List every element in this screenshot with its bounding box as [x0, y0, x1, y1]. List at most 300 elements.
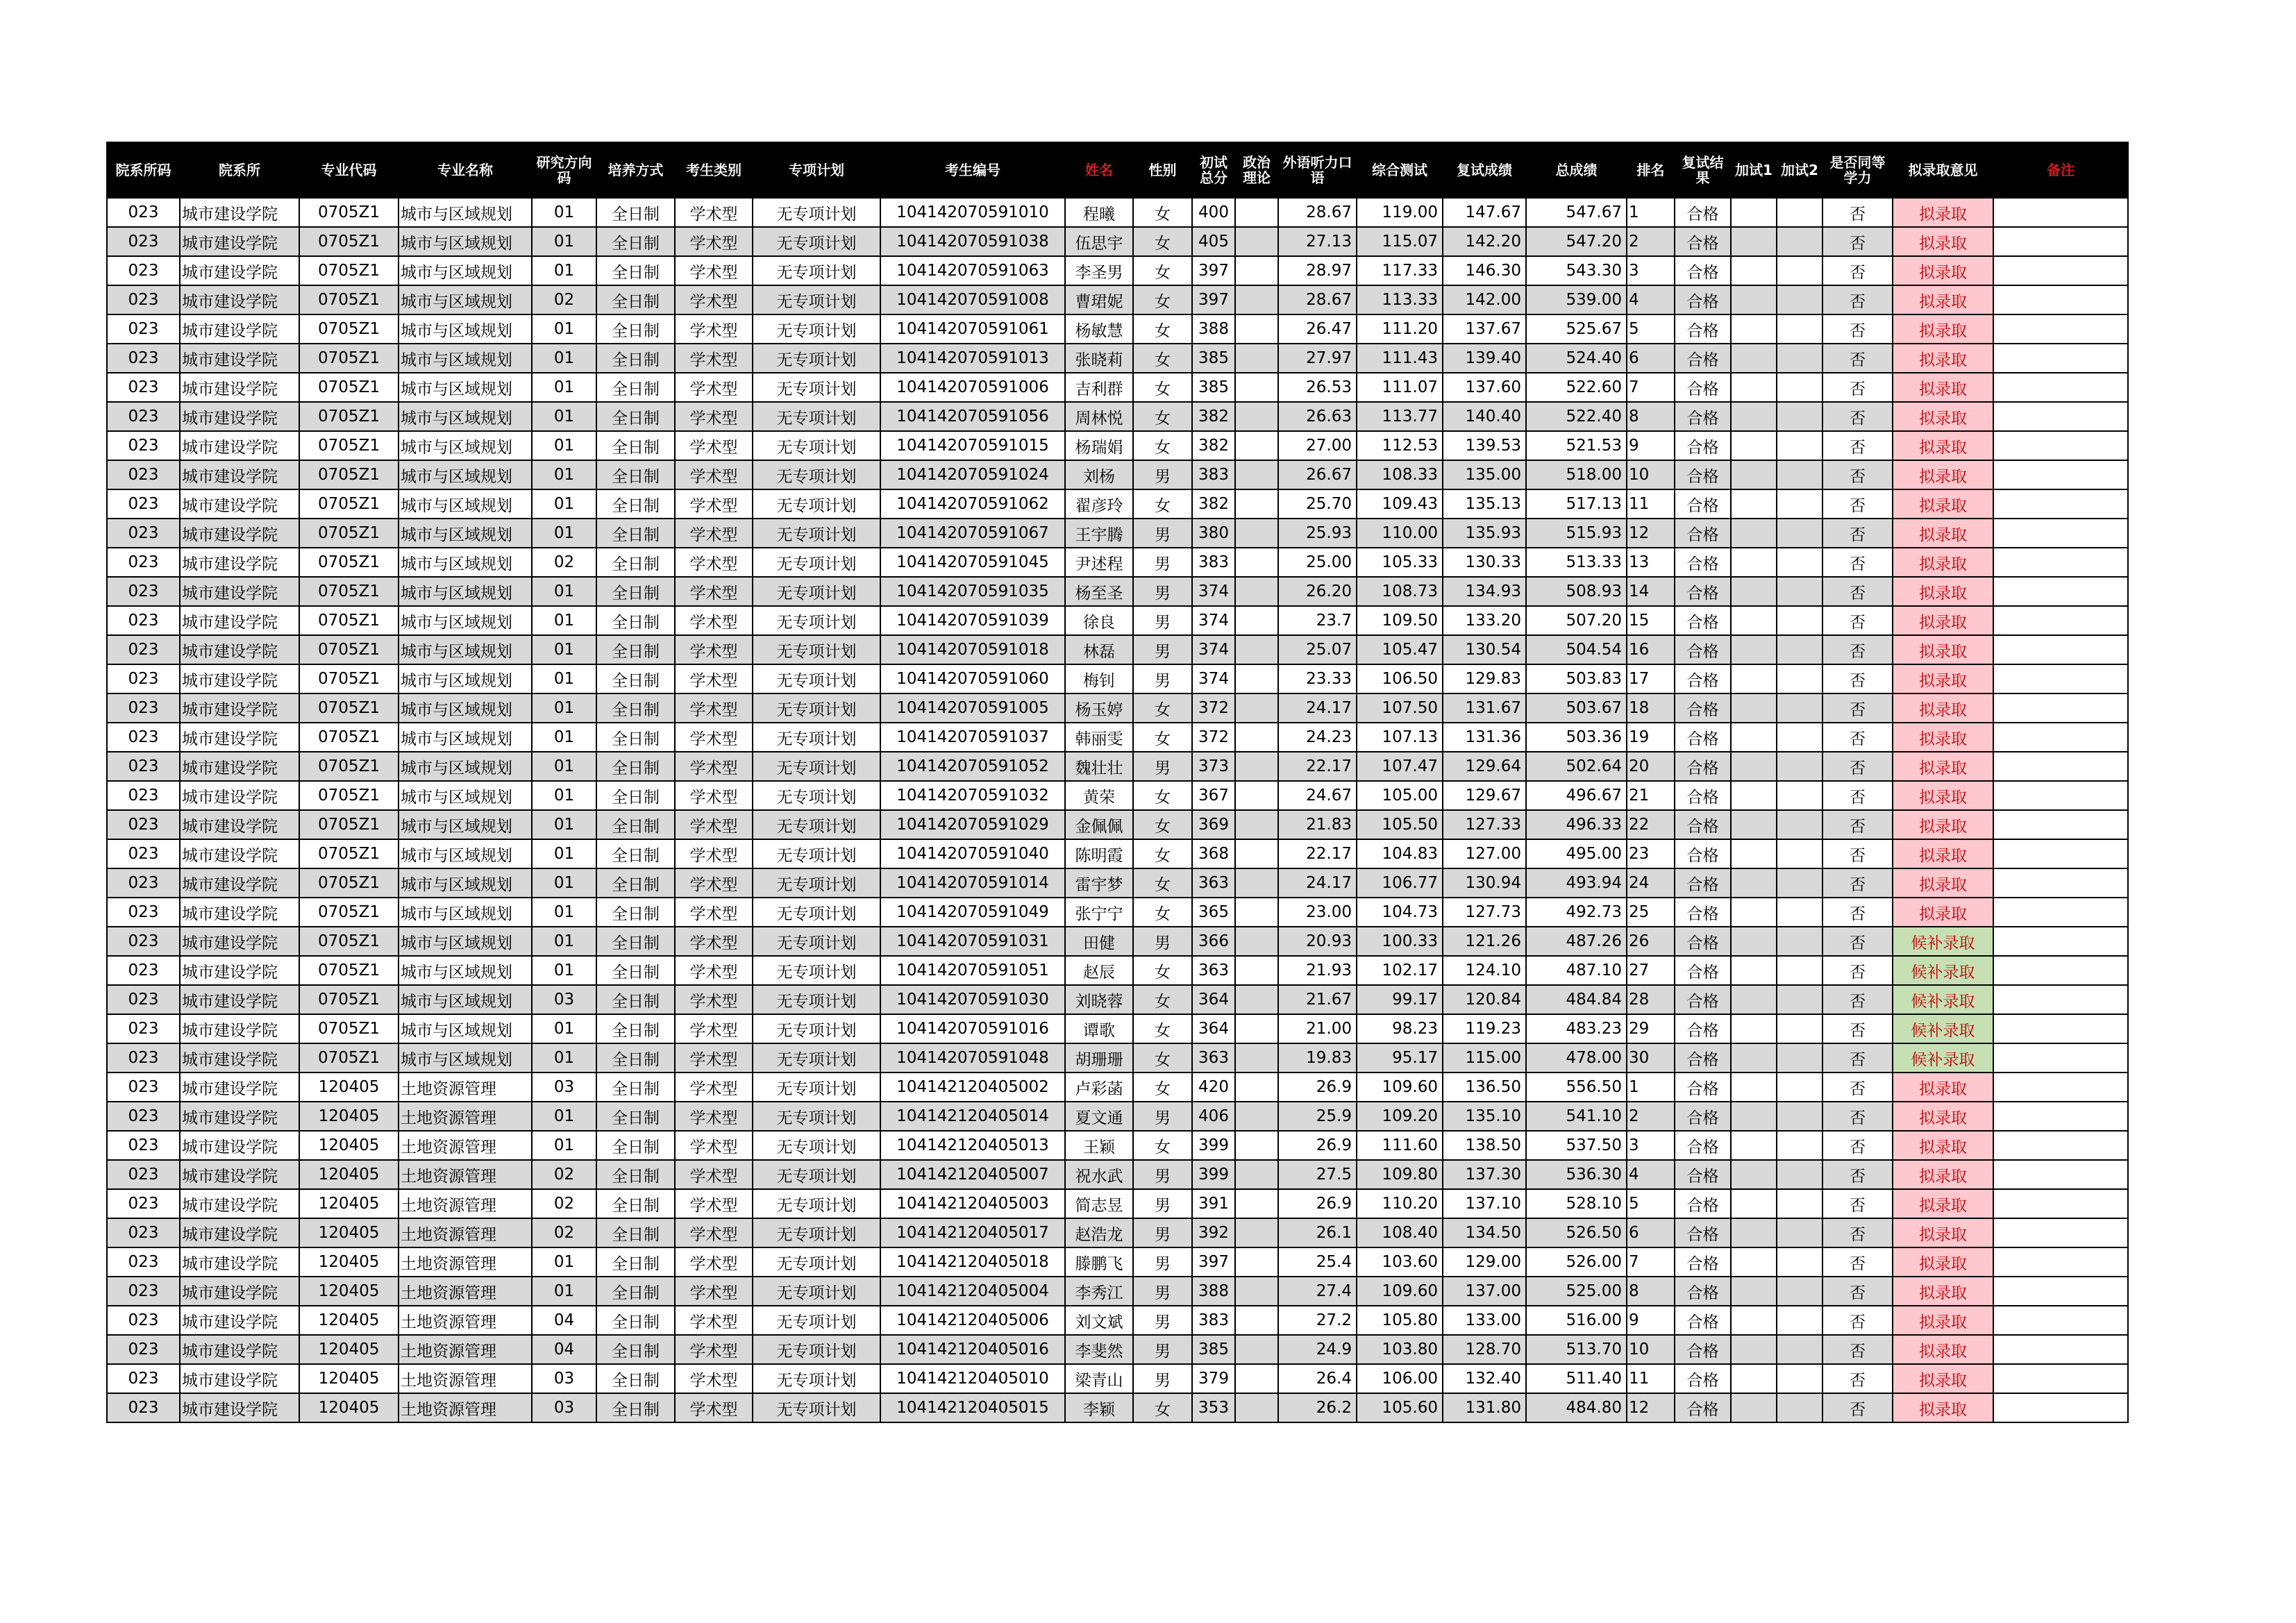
cell-exam-no: 104142070591010 [880, 198, 1065, 227]
cell-equivalent: 否 [1822, 1073, 1893, 1102]
cell-gender: 女 [1133, 956, 1192, 985]
cell-remark [1993, 693, 2128, 723]
cell-remark [1993, 723, 2128, 752]
cell-category: 学术型 [675, 606, 753, 635]
cell-major-code: 120405 [299, 1160, 399, 1189]
cell-major-name: 城市与区域规划 [399, 548, 532, 577]
header-extra2: 加试2 [1777, 142, 1822, 198]
cell-direction: 01 [532, 1131, 596, 1160]
cell-category: 学术型 [675, 868, 753, 898]
cell-rank: 7 [1627, 1247, 1675, 1277]
cell-category: 学术型 [675, 810, 753, 839]
cell-politics [1235, 285, 1278, 314]
cell-mode: 全日制 [596, 1014, 675, 1043]
cell-remark [1993, 606, 2128, 635]
cell-extra2 [1777, 489, 1822, 519]
cell-major-code: 0705Z1 [299, 402, 399, 431]
cell-extra2 [1777, 781, 1822, 810]
cell-listening: 25.00 [1278, 548, 1357, 577]
cell-politics [1235, 1393, 1278, 1422]
cell-gender: 男 [1133, 1277, 1192, 1306]
cell-opinion: 拟录取 [1893, 810, 1993, 839]
cell-exam-no: 104142120405015 [880, 1393, 1065, 1422]
cell-total: 511.40 [1526, 1364, 1627, 1393]
cell-major-name: 城市与区域规划 [399, 810, 532, 839]
cell-extra1 [1731, 1218, 1777, 1247]
cell-extra2 [1777, 344, 1822, 373]
header-major-code: 专业代码 [299, 142, 399, 198]
cell-plan: 无专项计划 [753, 927, 880, 956]
header-gender: 性别 [1133, 142, 1192, 198]
cell-extra1 [1731, 577, 1777, 606]
cell-equivalent: 否 [1822, 606, 1893, 635]
cell-total: 536.30 [1526, 1160, 1627, 1189]
cell-listening: 25.07 [1278, 635, 1357, 664]
cell-rank: 15 [1627, 606, 1675, 635]
cell-exam-no: 104142120405003 [880, 1189, 1065, 1218]
cell-extra2 [1777, 752, 1822, 781]
cell-extra2 [1777, 373, 1822, 402]
cell-politics [1235, 519, 1278, 548]
cell-gender: 男 [1133, 606, 1192, 635]
cell-extra2 [1777, 839, 1822, 868]
cell-listening: 25.4 [1278, 1247, 1357, 1277]
cell-total: 521.53 [1526, 431, 1627, 460]
cell-extra2 [1777, 898, 1822, 927]
cell-politics [1235, 489, 1278, 519]
table-row [107, 1014, 2128, 1043]
cell-mode: 全日制 [596, 1131, 675, 1160]
cell-dept: 城市建设学院 [180, 519, 299, 548]
table-row [107, 519, 2128, 548]
cell-listening: 28.97 [1278, 256, 1357, 285]
cell-category: 学术型 [675, 519, 753, 548]
cell-initial-total: 364 [1192, 985, 1235, 1014]
cell-equivalent: 否 [1822, 402, 1893, 431]
cell-major-name: 城市与区域规划 [399, 256, 532, 285]
cell-comprehensive: 109.60 [1357, 1277, 1443, 1306]
cell-mode: 全日制 [596, 956, 675, 985]
cell-name: 翟彦玲 [1065, 489, 1133, 519]
cell-mode: 全日制 [596, 810, 675, 839]
cell-initial-total: 399 [1192, 1160, 1235, 1189]
cell-major-code: 0705Z1 [299, 519, 399, 548]
cell-rank: 4 [1627, 285, 1675, 314]
cell-direction: 04 [532, 1335, 596, 1364]
cell-retest-score: 137.60 [1443, 373, 1526, 402]
cell-retest-result: 合格 [1675, 781, 1731, 810]
cell-comprehensive: 113.77 [1357, 402, 1443, 431]
cell-extra2 [1777, 314, 1822, 344]
cell-remark [1993, 402, 2128, 431]
header-category: 考生类别 [675, 142, 753, 198]
table-row [107, 1102, 2128, 1131]
cell-total: 556.50 [1526, 1073, 1627, 1102]
cell-retest-result: 合格 [1675, 285, 1731, 314]
cell-initial-total: 368 [1192, 839, 1235, 868]
cell-listening: 22.17 [1278, 839, 1357, 868]
cell-politics [1235, 1160, 1278, 1189]
cell-major-code: 0705Z1 [299, 635, 399, 664]
header-plan: 专项计划 [753, 142, 880, 198]
cell-initial-total: 383 [1192, 1306, 1235, 1335]
cell-equivalent: 否 [1822, 839, 1893, 868]
cell-listening: 26.20 [1278, 577, 1357, 606]
cell-dept: 城市建设学院 [180, 314, 299, 344]
cell-extra1 [1731, 839, 1777, 868]
cell-exam-no: 104142070591039 [880, 606, 1065, 635]
cell-mode: 全日制 [596, 1073, 675, 1102]
cell-gender: 女 [1133, 344, 1192, 373]
cell-dept: 城市建设学院 [180, 956, 299, 985]
cell-category: 学术型 [675, 314, 753, 344]
cell-exam-no: 104142070591037 [880, 723, 1065, 752]
cell-direction: 04 [532, 1306, 596, 1335]
cell-category: 学术型 [675, 985, 753, 1014]
cell-gender: 男 [1133, 577, 1192, 606]
cell-listening: 23.7 [1278, 606, 1357, 635]
cell-direction: 01 [532, 839, 596, 868]
cell-comprehensive: 110.00 [1357, 519, 1443, 548]
cell-major-name: 土地资源管理 [399, 1335, 532, 1364]
cell-extra2 [1777, 227, 1822, 256]
cell-retest-score: 133.20 [1443, 606, 1526, 635]
cell-total: 483.23 [1526, 1014, 1627, 1043]
cell-equivalent: 否 [1822, 752, 1893, 781]
cell-opinion: 拟录取 [1893, 898, 1993, 927]
cell-extra1 [1731, 519, 1777, 548]
cell-dept-code: 023 [107, 635, 180, 664]
cell-name: 张宁宁 [1065, 898, 1133, 927]
cell-extra1 [1731, 956, 1777, 985]
cell-retest-result: 合格 [1675, 1131, 1731, 1160]
cell-extra2 [1777, 693, 1822, 723]
cell-equivalent: 否 [1822, 431, 1893, 460]
cell-dept-code: 023 [107, 489, 180, 519]
cell-listening: 23.00 [1278, 898, 1357, 927]
cell-politics [1235, 606, 1278, 635]
cell-total: 484.84 [1526, 985, 1627, 1014]
cell-politics [1235, 431, 1278, 460]
cell-plan: 无专项计划 [753, 1247, 880, 1277]
cell-politics [1235, 1335, 1278, 1364]
table-row [107, 285, 2128, 314]
cell-extra2 [1777, 1014, 1822, 1043]
cell-retest-score: 134.93 [1443, 577, 1526, 606]
cell-dept-code: 023 [107, 402, 180, 431]
cell-comprehensive: 99.17 [1357, 985, 1443, 1014]
cell-plan: 无专项计划 [753, 810, 880, 839]
cell-rank: 16 [1627, 635, 1675, 664]
cell-dept: 城市建设学院 [180, 402, 299, 431]
cell-direction: 01 [532, 1102, 596, 1131]
cell-plan: 无专项计划 [753, 1073, 880, 1102]
cell-name: 张晓莉 [1065, 344, 1133, 373]
cell-retest-score: 131.36 [1443, 723, 1526, 752]
cell-exam-no: 104142070591030 [880, 985, 1065, 1014]
table-row [107, 1218, 2128, 1247]
cell-retest-score: 129.67 [1443, 781, 1526, 810]
cell-remark [1993, 956, 2128, 985]
cell-politics [1235, 693, 1278, 723]
cell-direction: 03 [532, 985, 596, 1014]
cell-retest-result: 合格 [1675, 1043, 1731, 1073]
cell-dept-code: 023 [107, 1102, 180, 1131]
cell-total: 513.33 [1526, 548, 1627, 577]
cell-initial-total: 379 [1192, 1364, 1235, 1393]
cell-retest-result: 合格 [1675, 664, 1731, 693]
cell-exam-no: 104142070591056 [880, 402, 1065, 431]
cell-plan: 无专项计划 [753, 1131, 880, 1160]
cell-rank: 21 [1627, 781, 1675, 810]
cell-comprehensive: 106.77 [1357, 868, 1443, 898]
cell-opinion: 拟录取 [1893, 285, 1993, 314]
cell-listening: 28.67 [1278, 198, 1357, 227]
cell-exam-no: 104142070591052 [880, 752, 1065, 781]
cell-plan: 无专项计划 [753, 198, 880, 227]
table-row [107, 489, 2128, 519]
cell-rank: 5 [1627, 314, 1675, 344]
cell-rank: 2 [1627, 227, 1675, 256]
cell-comprehensive: 108.33 [1357, 460, 1443, 489]
table-row [107, 781, 2128, 810]
cell-gender: 男 [1133, 548, 1192, 577]
cell-retest-result: 合格 [1675, 1102, 1731, 1131]
cell-exam-no: 104142070591062 [880, 489, 1065, 519]
cell-retest-result: 合格 [1675, 1160, 1731, 1189]
cell-retest-result: 合格 [1675, 1247, 1731, 1277]
cell-opinion: 拟录取 [1893, 519, 1993, 548]
cell-gender: 男 [1133, 635, 1192, 664]
cell-rank: 20 [1627, 752, 1675, 781]
cell-gender: 女 [1133, 489, 1192, 519]
cell-gender: 男 [1133, 1218, 1192, 1247]
cell-comprehensive: 102.17 [1357, 956, 1443, 985]
cell-dept: 城市建设学院 [180, 344, 299, 373]
cell-direction: 01 [532, 198, 596, 227]
cell-dept: 城市建设学院 [180, 1014, 299, 1043]
cell-retest-score: 127.00 [1443, 839, 1526, 868]
cell-direction: 01 [532, 664, 596, 693]
cell-dept-code: 023 [107, 548, 180, 577]
cell-equivalent: 否 [1822, 256, 1893, 285]
cell-opinion: 拟录取 [1893, 1247, 1993, 1277]
cell-category: 学术型 [675, 723, 753, 752]
cell-rank: 1 [1627, 198, 1675, 227]
cell-rank: 7 [1627, 373, 1675, 402]
cell-name: 滕鹏飞 [1065, 1247, 1133, 1277]
cell-equivalent: 否 [1822, 285, 1893, 314]
cell-equivalent: 否 [1822, 810, 1893, 839]
cell-comprehensive: 109.43 [1357, 489, 1443, 519]
cell-exam-no: 104142120405018 [880, 1247, 1065, 1277]
cell-initial-total: 383 [1192, 548, 1235, 577]
cell-opinion: 拟录取 [1893, 198, 1993, 227]
cell-gender: 男 [1133, 460, 1192, 489]
cell-extra2 [1777, 1102, 1822, 1131]
cell-equivalent: 否 [1822, 373, 1893, 402]
cell-major-name: 城市与区域规划 [399, 927, 532, 956]
cell-rank: 6 [1627, 344, 1675, 373]
cell-extra2 [1777, 868, 1822, 898]
cell-initial-total: 392 [1192, 1218, 1235, 1247]
header-opinion: 拟录取意见 [1893, 142, 1993, 198]
cell-major-code: 0705Z1 [299, 956, 399, 985]
cell-equivalent: 否 [1822, 1189, 1893, 1218]
table-row [107, 1043, 2128, 1073]
cell-mode: 全日制 [596, 314, 675, 344]
cell-equivalent: 否 [1822, 198, 1893, 227]
cell-major-name: 城市与区域规划 [399, 781, 532, 810]
cell-initial-total: 367 [1192, 781, 1235, 810]
cell-dept-code: 023 [107, 781, 180, 810]
cell-plan: 无专项计划 [753, 1102, 880, 1131]
cell-gender: 女 [1133, 810, 1192, 839]
table-row [107, 256, 2128, 285]
cell-retest-result: 合格 [1675, 402, 1731, 431]
cell-major-code: 0705Z1 [299, 373, 399, 402]
cell-category: 学术型 [675, 1218, 753, 1247]
table-row [107, 985, 2128, 1014]
cell-equivalent: 否 [1822, 1277, 1893, 1306]
cell-exam-no: 104142070591048 [880, 1043, 1065, 1073]
cell-exam-no: 104142070591005 [880, 693, 1065, 723]
cell-retest-score: 139.40 [1443, 344, 1526, 373]
cell-total: 525.67 [1526, 314, 1627, 344]
cell-dept: 城市建设学院 [180, 1131, 299, 1160]
cell-total: 524.40 [1526, 344, 1627, 373]
cell-retest-score: 139.53 [1443, 431, 1526, 460]
cell-dept-code: 023 [107, 1160, 180, 1189]
cell-extra1 [1731, 635, 1777, 664]
cell-plan: 无专项计划 [753, 723, 880, 752]
cell-extra1 [1731, 402, 1777, 431]
cell-dept-code: 023 [107, 1364, 180, 1393]
cell-listening: 20.93 [1278, 927, 1357, 956]
cell-gender: 女 [1133, 1393, 1192, 1422]
cell-extra2 [1777, 1364, 1822, 1393]
cell-total: 526.00 [1526, 1247, 1627, 1277]
cell-remark [1993, 635, 2128, 664]
cell-politics [1235, 1131, 1278, 1160]
cell-politics [1235, 1247, 1278, 1277]
cell-retest-score: 129.64 [1443, 752, 1526, 781]
cell-rank: 19 [1627, 723, 1675, 752]
cell-name: 魏壮壮 [1065, 752, 1133, 781]
cell-extra2 [1777, 285, 1822, 314]
cell-category: 学术型 [675, 1393, 753, 1422]
cell-mode: 全日制 [596, 781, 675, 810]
cell-exam-no: 104142070591006 [880, 373, 1065, 402]
cell-dept: 城市建设学院 [180, 285, 299, 314]
cell-comprehensive: 119.00 [1357, 198, 1443, 227]
cell-retest-score: 134.50 [1443, 1218, 1526, 1247]
cell-rank: 9 [1627, 431, 1675, 460]
cell-major-name: 城市与区域规划 [399, 635, 532, 664]
cell-extra1 [1731, 548, 1777, 577]
cell-retest-result: 合格 [1675, 1277, 1731, 1306]
cell-mode: 全日制 [596, 606, 675, 635]
cell-major-code: 0705Z1 [299, 489, 399, 519]
cell-comprehensive: 105.80 [1357, 1306, 1443, 1335]
cell-rank: 14 [1627, 577, 1675, 606]
cell-listening: 26.47 [1278, 314, 1357, 344]
cell-rank: 10 [1627, 1335, 1675, 1364]
cell-remark [1993, 1306, 2128, 1335]
cell-politics [1235, 402, 1278, 431]
cell-category: 学术型 [675, 431, 753, 460]
cell-equivalent: 否 [1822, 314, 1893, 344]
cell-major-code: 120405 [299, 1189, 399, 1218]
cell-exam-no: 104142070591061 [880, 314, 1065, 344]
cell-total: 518.00 [1526, 460, 1627, 489]
cell-direction: 03 [532, 1393, 596, 1422]
cell-name: 刘文斌 [1065, 1306, 1133, 1335]
cell-plan: 无专项计划 [753, 489, 880, 519]
cell-name: 杨玉婷 [1065, 693, 1133, 723]
cell-politics [1235, 723, 1278, 752]
cell-remark [1993, 810, 2128, 839]
cell-exam-no: 104142070591031 [880, 927, 1065, 956]
cell-politics [1235, 956, 1278, 985]
cell-dept-code: 023 [107, 1131, 180, 1160]
cell-direction: 01 [532, 227, 596, 256]
cell-major-code: 120405 [299, 1247, 399, 1277]
cell-rank: 26 [1627, 927, 1675, 956]
cell-plan: 无专项计划 [753, 519, 880, 548]
cell-category: 学术型 [675, 752, 753, 781]
table-row [107, 898, 2128, 927]
cell-retest-result: 合格 [1675, 256, 1731, 285]
cell-listening: 28.67 [1278, 285, 1357, 314]
cell-rank: 3 [1627, 256, 1675, 285]
cell-name: 胡珊珊 [1065, 1043, 1133, 1073]
cell-category: 学术型 [675, 373, 753, 402]
cell-opinion: 拟录取 [1893, 489, 1993, 519]
cell-dept-code: 023 [107, 1014, 180, 1043]
cell-rank: 1 [1627, 1073, 1675, 1102]
cell-dept: 城市建设学院 [180, 1102, 299, 1131]
cell-dept: 城市建设学院 [180, 1218, 299, 1247]
cell-retest-score: 131.67 [1443, 693, 1526, 723]
cell-direction: 01 [532, 927, 596, 956]
cell-total: 502.64 [1526, 752, 1627, 781]
cell-opinion: 候补录取 [1893, 956, 1993, 985]
cell-remark [1993, 985, 2128, 1014]
cell-equivalent: 否 [1822, 344, 1893, 373]
cell-major-name: 城市与区域规划 [399, 314, 532, 344]
cell-remark [1993, 460, 2128, 489]
cell-direction: 01 [532, 373, 596, 402]
cell-retest-score: 130.33 [1443, 548, 1526, 577]
cell-retest-score: 137.30 [1443, 1160, 1526, 1189]
cell-comprehensive: 109.50 [1357, 606, 1443, 635]
cell-dept-code: 023 [107, 723, 180, 752]
cell-mode: 全日制 [596, 693, 675, 723]
cell-retest-result: 合格 [1675, 635, 1731, 664]
cell-total: 525.00 [1526, 1277, 1627, 1306]
cell-politics [1235, 1306, 1278, 1335]
cell-remark [1993, 256, 2128, 285]
cell-listening: 27.00 [1278, 431, 1357, 460]
cell-gender: 男 [1133, 752, 1192, 781]
cell-direction: 01 [532, 693, 596, 723]
cell-comprehensive: 105.50 [1357, 810, 1443, 839]
cell-retest-result: 合格 [1675, 606, 1731, 635]
cell-extra1 [1731, 198, 1777, 227]
cell-retest-score: 135.10 [1443, 1102, 1526, 1131]
cell-exam-no: 104142070591035 [880, 577, 1065, 606]
